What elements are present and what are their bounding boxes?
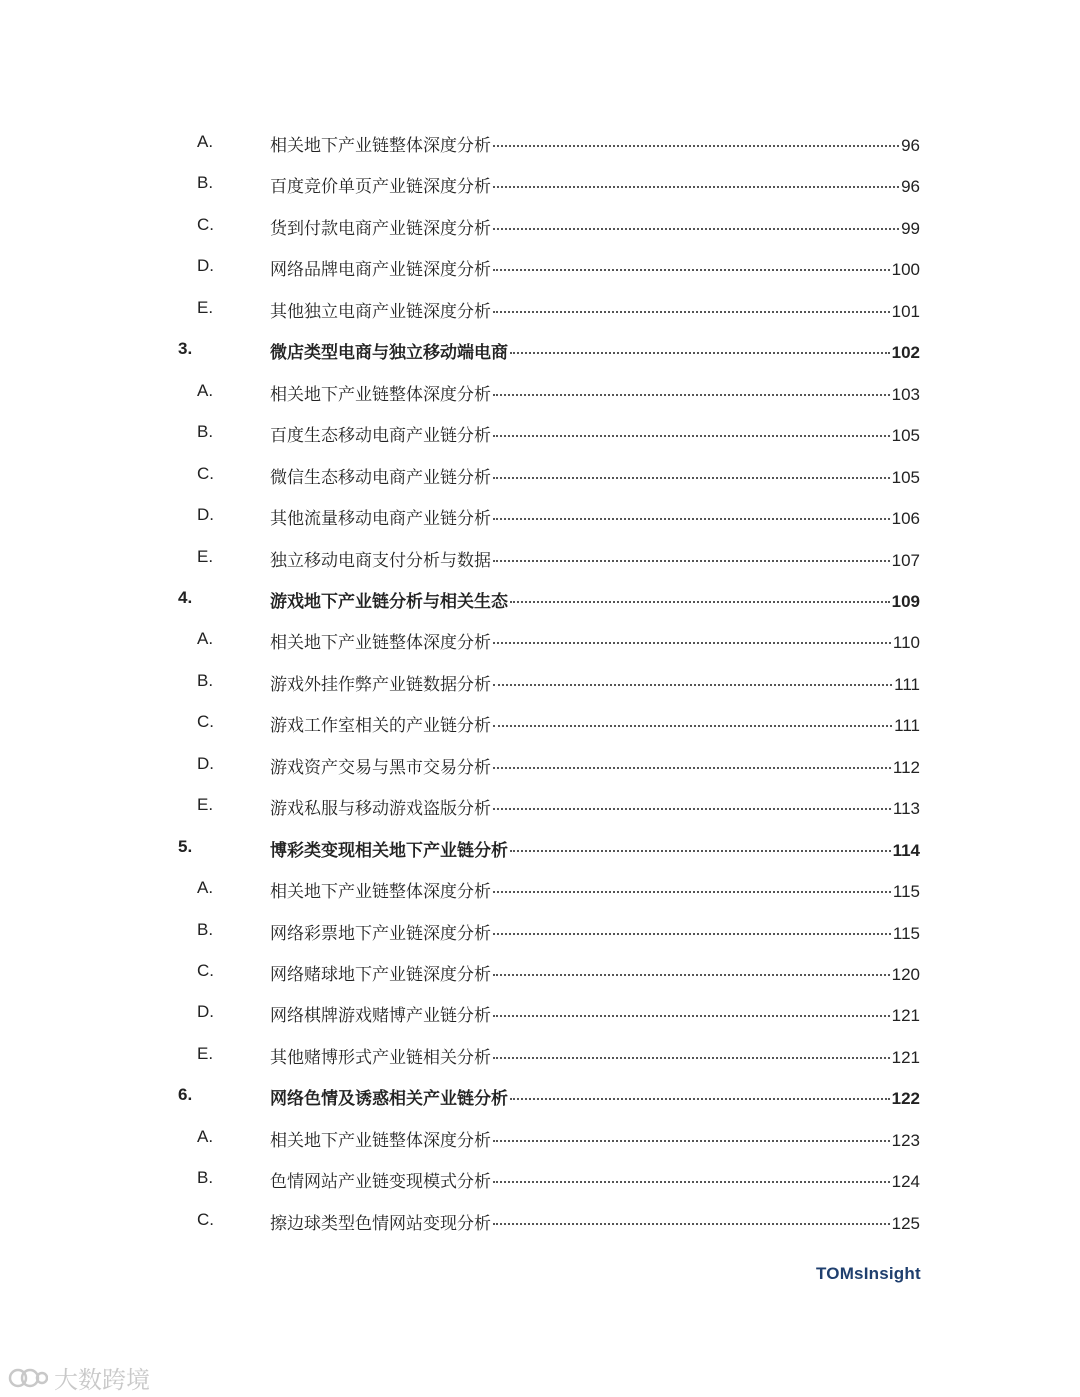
toc-chapter-entry[interactable] bbox=[0, 1081, 1080, 1111]
toc-entry-page-number: 125 bbox=[891, 1213, 920, 1233]
toc-entry-number: D. bbox=[197, 256, 214, 276]
toc-entry-title: 百度竞价单页产业链深度分析 bbox=[270, 177, 491, 198]
toc-entry-line bbox=[270, 1043, 920, 1068]
toc-entry-number: E. bbox=[197, 1043, 214, 1063]
toc-entry-number: A. bbox=[197, 380, 214, 400]
toc-entry-page-number: 103 bbox=[891, 384, 920, 404]
toc-entry-page-number: 115 bbox=[892, 923, 920, 943]
toc-entry-line bbox=[270, 131, 920, 156]
toc-dot-leader bbox=[493, 933, 891, 935]
toc-section-entry[interactable] bbox=[0, 1123, 1080, 1153]
toc-entry-number: B. bbox=[197, 173, 214, 193]
toc-dot-leader bbox=[510, 850, 891, 852]
toc-entry-line bbox=[270, 338, 920, 363]
watermark bbox=[8, 1360, 150, 1395]
toc-entry-number: D. bbox=[197, 1002, 214, 1022]
toc-entry-page-number: 110 bbox=[892, 633, 920, 653]
toc-dot-leader bbox=[493, 767, 891, 769]
toc-entry-page-number: 99 bbox=[901, 218, 920, 238]
toc-entry-title: 微店类型电商与独立移动端电商 bbox=[270, 343, 508, 364]
toc-section-entry[interactable] bbox=[0, 211, 1080, 241]
toc-entry-page-number: 111 bbox=[894, 716, 920, 736]
toc-entry-title: 其他流量移动电商产业链分析 bbox=[270, 509, 491, 530]
toc-entry-title: 网络品牌电商产业链深度分析 bbox=[270, 260, 491, 281]
toc-section-entry[interactable] bbox=[0, 1164, 1080, 1194]
toc-entry-number: D. bbox=[197, 753, 214, 773]
toc-entry-line bbox=[270, 960, 920, 985]
toc-entry-line bbox=[270, 711, 920, 736]
toc-entry-page-number: 105 bbox=[891, 426, 920, 446]
toc-entry-title: 相关地下产业链整体深度分析 bbox=[270, 1130, 491, 1151]
toc-entry-number: B. bbox=[197, 670, 214, 690]
toc-entry-line bbox=[270, 1126, 920, 1151]
toc-entry-number: D. bbox=[197, 505, 214, 525]
toc-section-entry[interactable] bbox=[0, 377, 1080, 407]
toc-section-entry[interactable] bbox=[0, 874, 1080, 904]
toc-entry-page-number: 113 bbox=[892, 799, 920, 819]
toc-entry-page-number: 96 bbox=[901, 177, 920, 197]
toc-entry-line bbox=[270, 504, 920, 529]
toc-dot-leader bbox=[493, 684, 892, 686]
toc-entry-line bbox=[270, 753, 920, 778]
toc-entry-page-number: 123 bbox=[891, 1130, 920, 1150]
toc-entry-line bbox=[270, 1001, 920, 1026]
toc-section-entry[interactable] bbox=[0, 625, 1080, 655]
toc-entry-page-number: 101 bbox=[891, 301, 920, 321]
toc-dot-leader bbox=[493, 1015, 890, 1017]
toc-entry-page-number: 100 bbox=[891, 260, 920, 280]
toc-entry-line bbox=[270, 628, 920, 653]
toc-dot-leader bbox=[493, 1140, 890, 1142]
toc-entry-title: 擦边球类型色情网站变现分析 bbox=[270, 1213, 491, 1234]
toc-entry-line bbox=[270, 546, 920, 571]
toc-entry-line bbox=[270, 255, 920, 280]
toc-section-entry[interactable] bbox=[0, 294, 1080, 324]
toc-entry-title: 相关地下产业链整体深度分析 bbox=[270, 384, 491, 405]
toc-entry-page-number: 115 bbox=[892, 882, 920, 902]
toc-entry-title: 博彩类变现相关地下产业链分析 bbox=[270, 840, 508, 861]
toc-entry-number: B. bbox=[197, 919, 214, 939]
toc-entry-line bbox=[270, 877, 920, 902]
toc-entry-line bbox=[270, 836, 920, 861]
toc-dot-leader bbox=[493, 269, 890, 271]
toc-entry-number: B. bbox=[197, 1168, 214, 1188]
toc-entry-title: 其他赌博形式产业链相关分析 bbox=[270, 1047, 491, 1068]
toc-dot-leader bbox=[493, 518, 890, 520]
toc-dot-leader bbox=[493, 725, 892, 727]
toc-dot-leader bbox=[493, 228, 899, 230]
toc-entry-title: 色情网站产业链变现模式分析 bbox=[270, 1172, 491, 1193]
toc-entry-line bbox=[270, 380, 920, 405]
toc-section-entry[interactable] bbox=[0, 750, 1080, 780]
toc-dot-leader bbox=[493, 435, 890, 437]
toc-section-entry[interactable] bbox=[0, 998, 1080, 1028]
toc-chapter-entry[interactable] bbox=[0, 335, 1080, 365]
toc-entry-title: 其他独立电商产业链深度分析 bbox=[270, 301, 491, 322]
watermark-text: 大数跨境 bbox=[54, 1366, 150, 1394]
toc-entry-page-number: 105 bbox=[891, 467, 920, 487]
toc-section-entry[interactable] bbox=[0, 957, 1080, 987]
toc-dot-leader bbox=[493, 974, 890, 976]
toc-entry-number: 6. bbox=[178, 1085, 193, 1105]
toc-entry-title: 相关地下产业链整体深度分析 bbox=[270, 136, 491, 156]
toc-dot-leader bbox=[510, 1098, 890, 1100]
toc-entry-title: 网络赌球地下产业链深度分析 bbox=[270, 965, 491, 985]
toc-entry-title: 游戏私服与移动游戏盗版分析 bbox=[270, 799, 491, 820]
toc-entry-number: C. bbox=[197, 1209, 214, 1229]
toc-entry-title: 网络色情及诱惑相关产业链分析 bbox=[270, 1089, 508, 1110]
toc-entry-number: A. bbox=[197, 878, 214, 898]
toc-dot-leader bbox=[493, 891, 891, 893]
toc-entry-number: E. bbox=[197, 297, 214, 317]
toc-entry-number: C. bbox=[197, 463, 214, 483]
toc-dot-leader bbox=[493, 394, 890, 396]
toc-entry-page-number: 111 bbox=[894, 674, 920, 694]
toc-entry-number: 4. bbox=[178, 587, 193, 607]
toc-section-entry[interactable] bbox=[0, 460, 1080, 490]
toc-entry-line bbox=[270, 670, 920, 695]
toc-entry-line bbox=[270, 1209, 920, 1234]
toc-entry-line bbox=[270, 421, 920, 446]
toc-entry-number: A. bbox=[197, 132, 214, 151]
toc-entry-page-number: 114 bbox=[892, 840, 920, 860]
toc-entry-number: C. bbox=[197, 961, 214, 980]
toc-dot-leader bbox=[493, 642, 891, 644]
toc-entry-title: 百度生态移动电商产业链分析 bbox=[270, 426, 491, 447]
toc-section-entry[interactable] bbox=[0, 543, 1080, 573]
toc-dot-leader bbox=[510, 352, 890, 354]
toc-entry-line bbox=[270, 297, 920, 322]
toc-entry-title: 相关地下产业链整体深度分析 bbox=[270, 882, 491, 903]
toc-dot-leader bbox=[510, 601, 890, 603]
toc-entry-number: A. bbox=[197, 629, 214, 649]
toc-entry-number: E. bbox=[197, 546, 214, 566]
toc-entry-page-number: 120 bbox=[891, 965, 920, 984]
brand-logo-text: TOMsInsight bbox=[816, 1264, 921, 1283]
toc-entry-page-number: 121 bbox=[891, 1006, 920, 1026]
toc-entry-number: 5. bbox=[178, 836, 193, 856]
toc-entry-page-number: 107 bbox=[891, 550, 920, 570]
toc-dot-leader bbox=[493, 1181, 890, 1183]
toc-entry-title: 游戏外挂作弊产业链数据分析 bbox=[270, 674, 491, 695]
toc-entry-title: 独立移动电商支付分析与数据 bbox=[270, 550, 491, 571]
toc-section-entry[interactable] bbox=[0, 128, 1080, 158]
toc-entry-title: 微信生态移动电商产业链分析 bbox=[270, 467, 491, 488]
toc-section-entry[interactable] bbox=[0, 1040, 1080, 1070]
toc-dot-leader bbox=[493, 186, 899, 188]
toc-section-entry[interactable] bbox=[0, 916, 1080, 946]
toc-entry-page-number: 121 bbox=[891, 1047, 920, 1067]
watermark-logo-icon bbox=[8, 1365, 48, 1391]
toc-entry-title: 相关地下产业链整体深度分析 bbox=[270, 633, 491, 654]
toc-entry-page-number: 112 bbox=[892, 757, 920, 777]
toc-entry-title: 网络棋牌游戏赌博产业链分析 bbox=[270, 1006, 491, 1027]
toc-entry-line bbox=[270, 794, 920, 819]
toc-entry-page-number: 106 bbox=[891, 509, 920, 529]
toc-section-entry[interactable] bbox=[0, 418, 1080, 448]
toc-entry-number: E. bbox=[197, 795, 214, 815]
toc-entry-page-number: 124 bbox=[891, 1172, 920, 1192]
toc-entry-page-number: 96 bbox=[901, 136, 920, 155]
toc-entry-line bbox=[270, 172, 920, 197]
toc-entry-line bbox=[270, 463, 920, 488]
toc-entry-number: 3. bbox=[178, 339, 193, 359]
toc-section-entry[interactable] bbox=[0, 1206, 1080, 1236]
toc-entry-title: 游戏资产交易与黑市交易分析 bbox=[270, 757, 491, 778]
toc-entry-number: C. bbox=[197, 214, 214, 234]
toc-entry-number: C. bbox=[197, 712, 214, 732]
toc-entry-title: 网络彩票地下产业链深度分析 bbox=[270, 923, 491, 944]
toc-chapter-entry[interactable] bbox=[0, 584, 1080, 614]
toc-entry-line bbox=[270, 919, 920, 944]
toc-section-entry[interactable] bbox=[0, 252, 1080, 282]
toc-entry-line bbox=[270, 1084, 920, 1109]
toc-entry-page-number: 102 bbox=[891, 343, 920, 363]
toc-dot-leader bbox=[493, 1223, 890, 1225]
toc-dot-leader bbox=[493, 145, 899, 147]
toc-dot-leader bbox=[493, 560, 890, 562]
toc-entry-number: A. bbox=[197, 1126, 214, 1146]
toc-entry-title: 游戏地下产业链分析与相关生态 bbox=[270, 591, 508, 612]
toc-entry-page-number: 109 bbox=[891, 591, 920, 611]
toc-entry-line bbox=[270, 214, 920, 239]
toc-entry-title: 货到付款电商产业链深度分析 bbox=[270, 218, 491, 239]
toc-section-entry[interactable] bbox=[0, 791, 1080, 821]
toc-section-entry[interactable] bbox=[0, 667, 1080, 697]
toc-chapter-entry[interactable] bbox=[0, 833, 1080, 863]
toc-dot-leader bbox=[493, 477, 890, 479]
toc-entry-line bbox=[270, 587, 920, 612]
toc-section-entry[interactable] bbox=[0, 708, 1080, 738]
toc-dot-leader bbox=[493, 1057, 890, 1059]
toc-dot-leader bbox=[493, 808, 891, 810]
toc-entry-title: 游戏工作室相关的产业链分析 bbox=[270, 716, 491, 737]
toc-entry-page-number: 122 bbox=[891, 1089, 920, 1109]
toc-section-entry[interactable] bbox=[0, 501, 1080, 531]
toc-dot-leader bbox=[493, 311, 890, 313]
toc-entry-number: B. bbox=[197, 422, 214, 442]
toc-entry-line bbox=[270, 1167, 920, 1192]
toc-section-entry[interactable] bbox=[0, 169, 1080, 199]
